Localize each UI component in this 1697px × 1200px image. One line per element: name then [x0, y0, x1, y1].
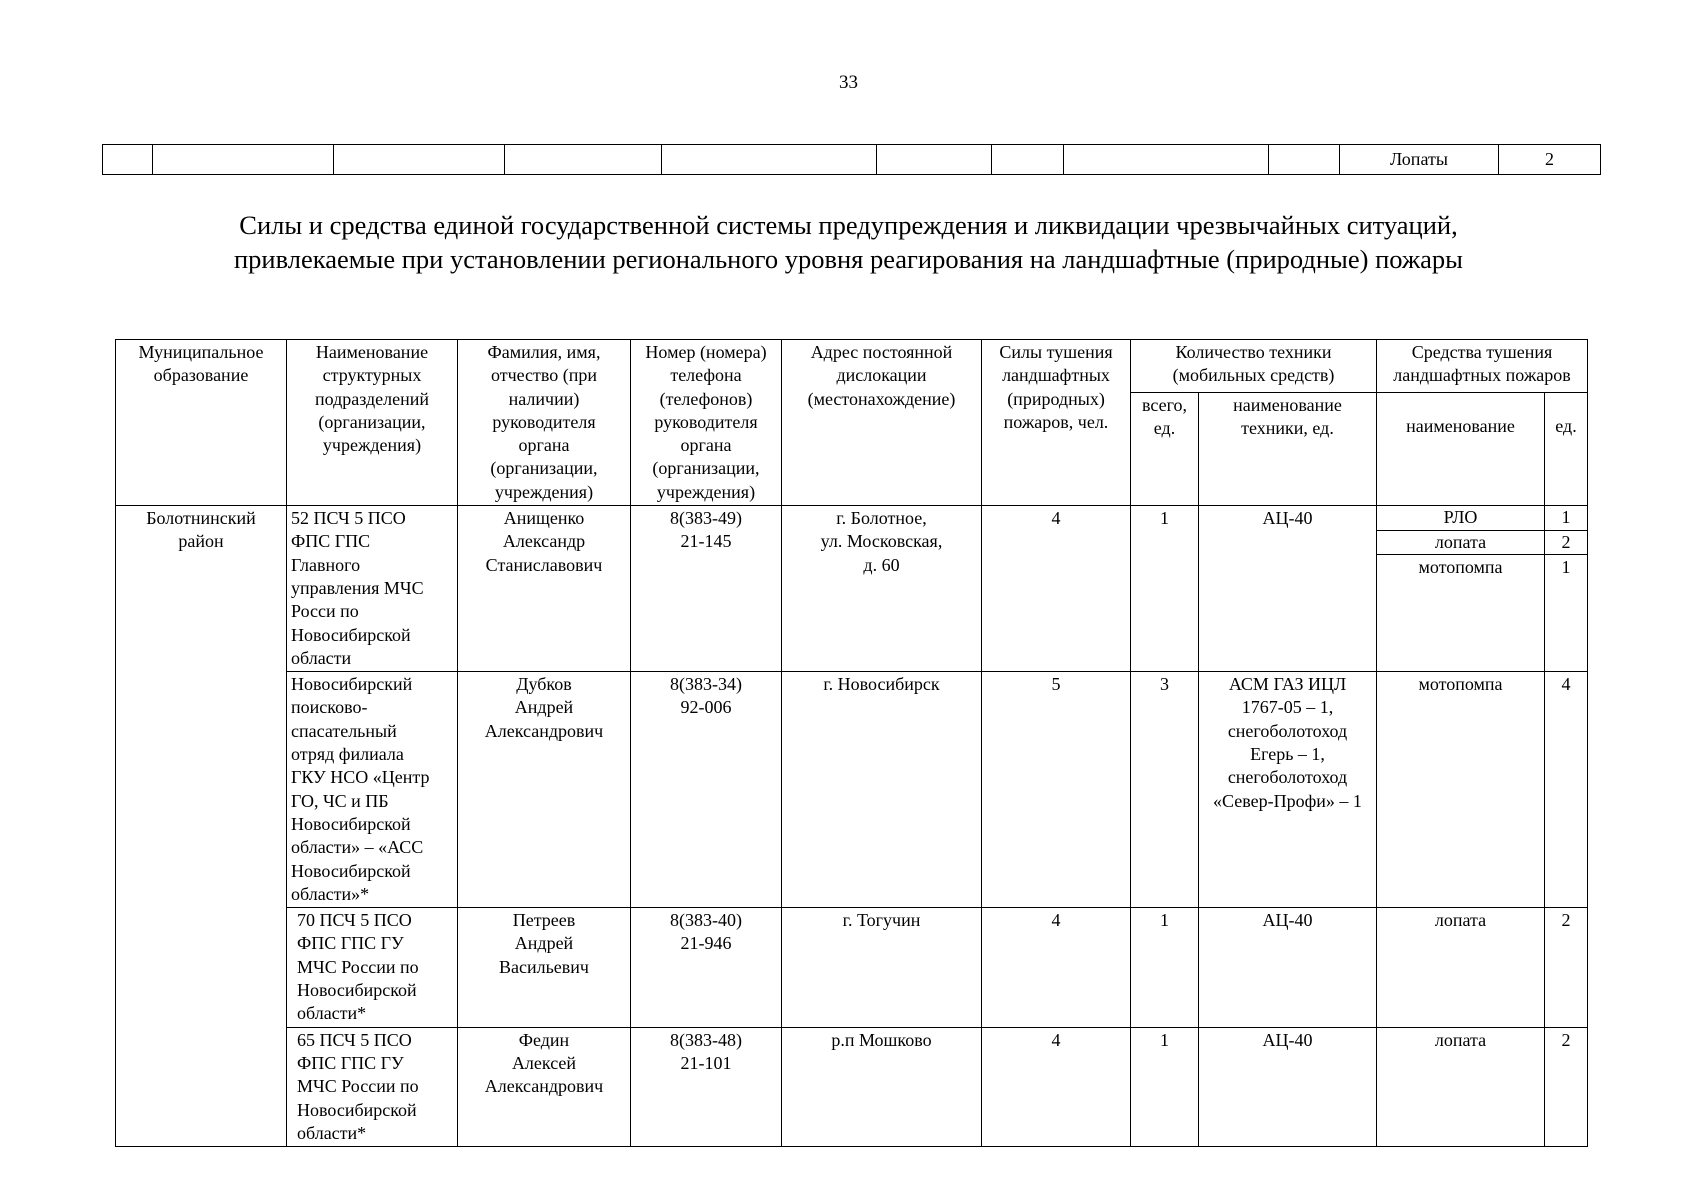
means-name-cell: мотопомпа	[1377, 672, 1545, 908]
means-name-cell: РЛО	[1377, 506, 1545, 531]
means-qty-cell: 1	[1545, 555, 1588, 672]
means-name-cell: лопата	[1377, 1027, 1545, 1146]
address-cell: г. Болотное, ул. Московская, д. 60	[782, 506, 982, 672]
page-number: 33	[839, 72, 858, 93]
empty-cell	[992, 145, 1064, 175]
address-cell: г. Новосибирск	[782, 672, 982, 908]
means-qty-cell: 1	[1545, 506, 1588, 531]
empty-cell	[1064, 145, 1269, 175]
table-row	[116, 908, 1588, 1027]
title-line-2: привлекаемые при установлении регионального уровня реагирования на ландшафтные (природные) пожары	[234, 244, 1463, 274]
phone-cell: 8(383-40) 21-946	[631, 908, 782, 1027]
header-vehicles-total: всего, ед.	[1131, 392, 1199, 505]
header-municipality: Муниципальное образование	[116, 340, 287, 506]
means-name-cell: лопата	[1377, 908, 1545, 1027]
unit-cell: 52 ПСЧ 5 ПСО ФПС ГПС Главного управления МЧС Росси по Новосибирской области	[287, 506, 458, 672]
phone-cell: 8(383-49) 21-145	[631, 506, 782, 672]
vehicles-name-cell: АСМ ГАЗ ИЦЛ 1767-05 – 1, снегоболотоход Егерь – 1, снегоболотоход «Север-Профи» – 1	[1199, 672, 1377, 908]
header-unit: Наименование структурных подразделений (организации, учреждения)	[287, 340, 458, 506]
means-qty-cell: 2	[1545, 908, 1588, 1027]
municipality-cell: Болотнинский район	[116, 506, 287, 1147]
means-qty-cell: 2	[1545, 530, 1588, 555]
means-name-cell: лопата	[1377, 530, 1545, 555]
means-qty-cell: 4	[1545, 672, 1588, 908]
forces-cell: 4	[982, 908, 1131, 1027]
table-row	[116, 1027, 1588, 1146]
unit-cell: 70 ПСЧ 5 ПСО ФПС ГПС ГУ МЧС России по Новосибирской области*	[287, 908, 458, 1027]
head-name-cell: Федин Алексей Александрович	[458, 1027, 631, 1146]
header-means-name: наименование	[1377, 392, 1545, 505]
continued-table-row	[102, 144, 1601, 175]
phone-cell: 8(383-34) 92-006	[631, 672, 782, 908]
empty-cell	[877, 145, 992, 175]
title-line-1: Силы и средства единой государственной системы предупреждения и ликвидации чрезвычайных ситуаций,	[239, 210, 1458, 240]
address-cell: г. Тогучин	[782, 908, 982, 1027]
header-vehicles-name: наименование техники, ед.	[1199, 392, 1377, 505]
empty-cell	[505, 145, 662, 175]
empty-cell	[153, 145, 334, 175]
header-head-name: Фамилия, имя, отчество (при наличии) руководителя органа (организации, учреждения)	[458, 340, 631, 506]
header-means-qty: ед.	[1545, 392, 1588, 505]
forces-cell: 4	[982, 1027, 1131, 1146]
vehicles-total-cell: 3	[1131, 672, 1199, 908]
page-title	[0, 208, 1697, 276]
means-qty-cell: 2	[1545, 1027, 1588, 1146]
means-qty-cell: 2	[1499, 145, 1601, 175]
vehicles-name-cell: АЦ-40	[1199, 506, 1377, 672]
vehicles-name-cell: АЦ-40	[1199, 908, 1377, 1027]
table-row	[116, 672, 1588, 908]
empty-cell	[662, 145, 877, 175]
head-name-cell: Петреев Андрей Васильевич	[458, 908, 631, 1027]
unit-cell: Новосибирский поисково- спасательный отряд филиала ГКУ НСО «Центр ГО, ЧС и ПБ Новосибирской области» – «АСС Новосибирской области»*	[287, 672, 458, 908]
means-name-cell: мотопомпа	[1377, 555, 1545, 672]
address-cell: р.п Мошково	[782, 1027, 982, 1146]
forces-cell: 5	[982, 672, 1131, 908]
head-name-cell: Дубков Андрей Александрович	[458, 672, 631, 908]
vehicles-name-cell: АЦ-40	[1199, 1027, 1377, 1146]
empty-cell	[103, 145, 153, 175]
unit-cell: 65 ПСЧ 5 ПСО ФПС ГПС ГУ МЧС России по Новосибирской области*	[287, 1027, 458, 1146]
header-phone: Номер (номера) телефона (телефонов) руководителя органа (организации, учреждения)	[631, 340, 782, 506]
header-forces: Силы тушения ландшафтных (природных) пожаров, чел.	[982, 340, 1131, 506]
vehicles-total-cell: 1	[1131, 908, 1199, 1027]
header-means: Средства тушения ландшафтных пожаров	[1377, 340, 1588, 393]
forces-table	[115, 339, 1588, 1147]
means-item-cell: Лопаты	[1340, 145, 1499, 175]
header-vehicles: Количество техники (мобильных средств)	[1131, 340, 1377, 393]
header-address: Адрес постоянной дислокации (местонахождение)	[782, 340, 982, 506]
empty-cell	[334, 145, 505, 175]
phone-cell: 8(383-48) 21-101	[631, 1027, 782, 1146]
vehicles-total-cell: 1	[1131, 506, 1199, 672]
head-name-cell: Анищенко Александр Станиславович	[458, 506, 631, 672]
table-row	[116, 506, 1588, 531]
empty-cell	[1269, 145, 1340, 175]
vehicles-total-cell: 1	[1131, 1027, 1199, 1146]
forces-cell: 4	[982, 506, 1131, 672]
